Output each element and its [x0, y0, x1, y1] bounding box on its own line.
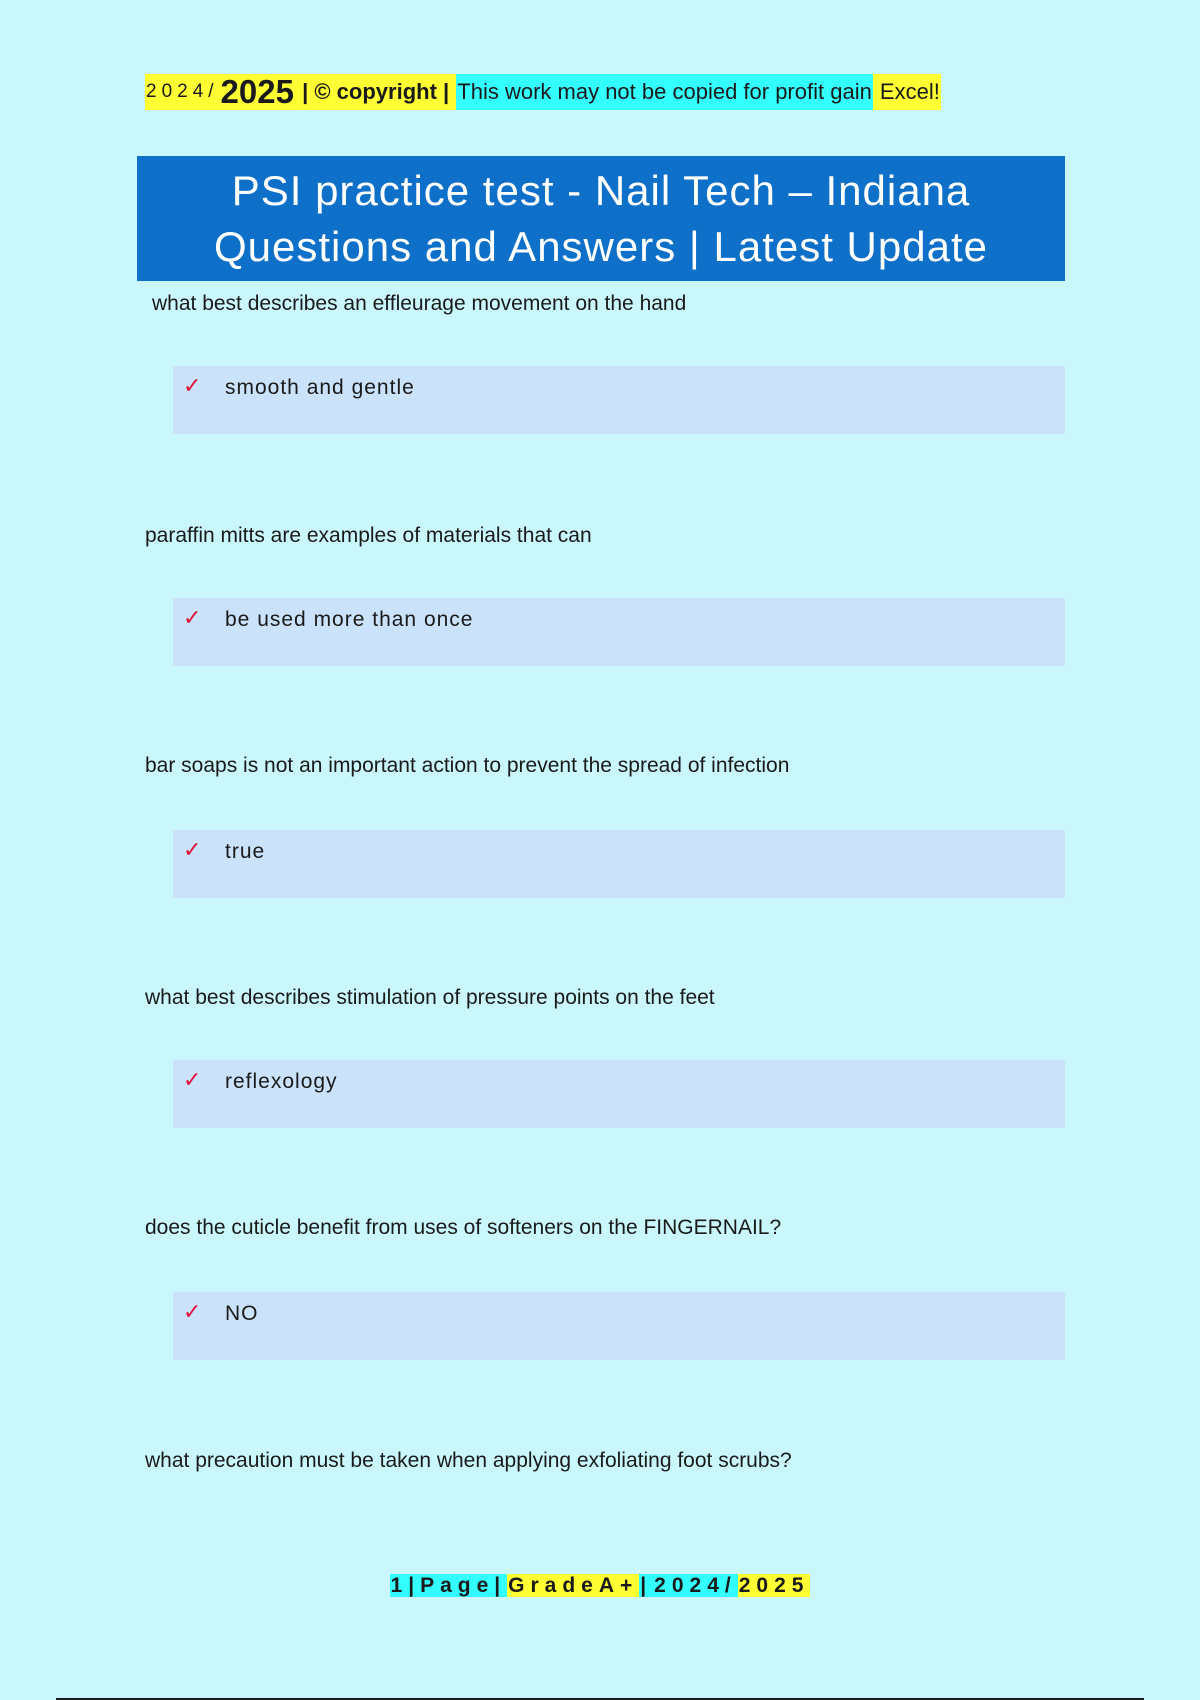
checkmark-icon: ✓	[183, 837, 202, 862]
footer-separator: |	[640, 1574, 653, 1597]
question-6: what precaution must be taken when applying exfoliating foot scrubs?	[145, 1449, 792, 1472]
answer-4: reflexology	[225, 1070, 338, 1093]
checkmark-icon: ✓	[183, 373, 202, 398]
checkmark-icon: ✓	[183, 1299, 202, 1324]
footer-grade: GradeA+	[508, 1574, 639, 1597]
answer-5: NO	[225, 1302, 259, 1325]
header-notice: This work may not be copied for profit gain	[456, 74, 873, 110]
question-1: what best describes an effleurage movement on the hand	[152, 292, 687, 315]
copyright-header	[145, 74, 941, 110]
header-excel: Excel!	[873, 74, 941, 110]
title-line-1: PSI practice test - Nail Tech – Indiana	[231, 166, 971, 214]
document-title-banner	[137, 156, 1065, 281]
footer-year-b: 2025	[738, 1574, 810, 1597]
checkmark-icon: ✓	[183, 605, 202, 630]
answer-box-1	[173, 366, 1065, 434]
answer-box-2	[173, 598, 1065, 666]
question-5: does the cuticle benefit from uses of softeners on the FINGERNAIL?	[145, 1216, 782, 1239]
answer-box-4	[173, 1060, 1065, 1128]
question-2: paraffin mitts are examples of materials that can	[145, 524, 592, 547]
page-footer	[0, 1572, 1200, 1600]
header-year: 2025	[220, 73, 294, 110]
footer-page: 1|Page|	[390, 1574, 507, 1597]
answer-box-3	[173, 830, 1065, 898]
title-line-2: Questions and Answers | Latest Update	[213, 222, 988, 270]
answer-1: smooth and gentle	[225, 376, 415, 399]
footer-year-a: 2024/	[654, 1574, 737, 1597]
answer-3: true	[225, 840, 266, 863]
answer-box-5	[173, 1292, 1065, 1360]
header-copyright: | © copyright |	[295, 74, 456, 110]
header-year-prefix: 2024/	[145, 74, 220, 110]
checkmark-icon: ✓	[183, 1067, 202, 1092]
question-3: bar soaps is not an important action to prevent the spread of infection	[145, 754, 790, 777]
question-4: what best describes stimulation of pressure points on the feet	[145, 986, 715, 1009]
answer-2: be used more than once	[225, 608, 474, 631]
